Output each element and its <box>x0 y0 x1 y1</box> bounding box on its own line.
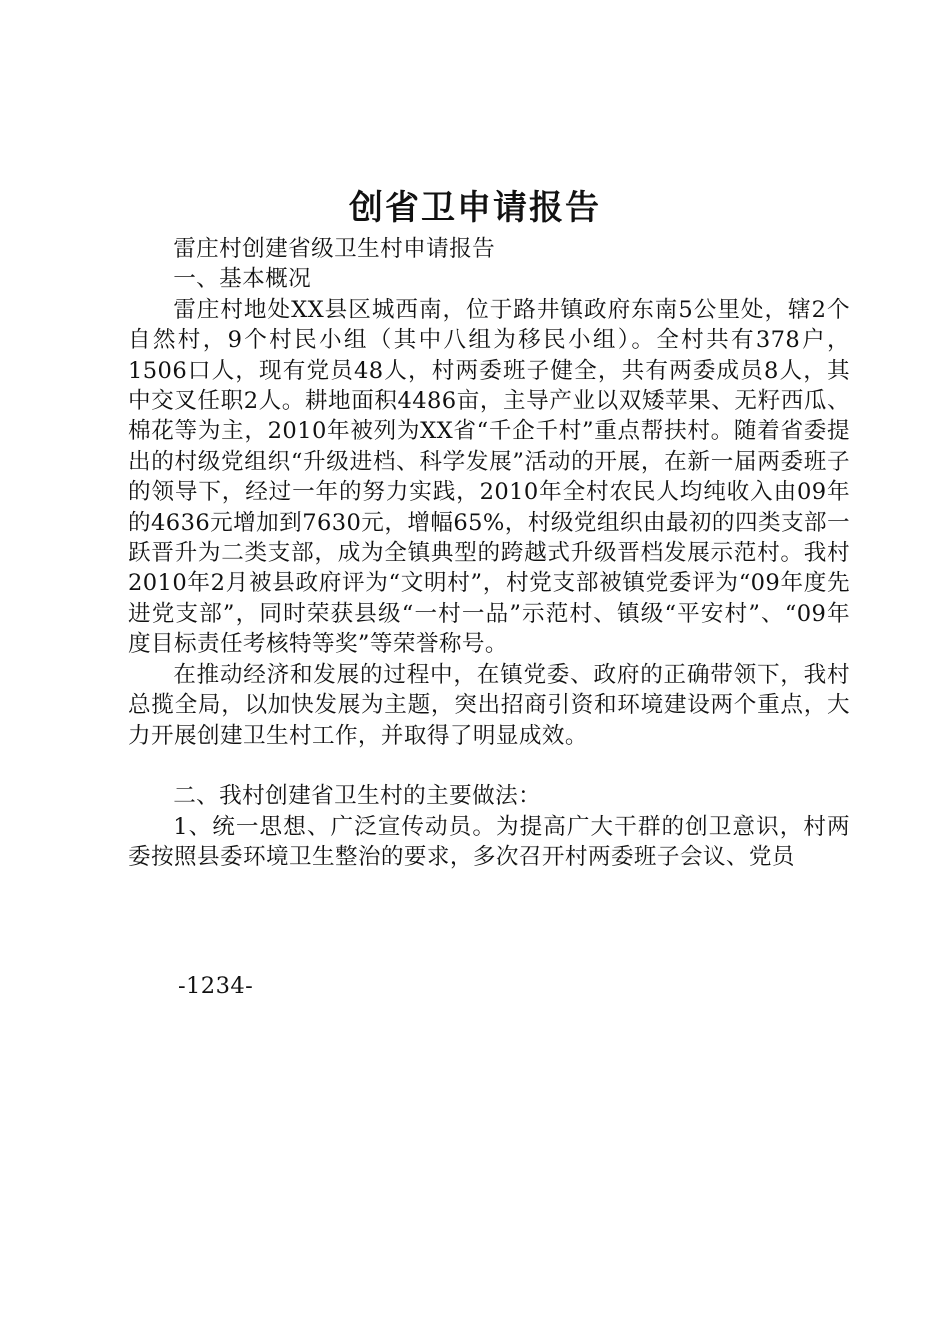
section-heading-methods: 二、我村创建省卫生村的主要做法： <box>173 783 542 810</box>
page-number: -1234- <box>178 973 254 999</box>
section-heading-overview: 一、基本概况 <box>173 266 312 293</box>
overview-paragraph: 雷庄村地处XX县区城西南，位于路井镇政府东南5公里处，辖2个自然村，9个村民小组（其中八组为移民小组）。全村共有378户，1506口人，现有党员48人，村两委班子健全，共有两委成员8人，其中交叉任职2人。耕地面积4486亩，主导产业以双矮苹果、无籽西瓜、棉花等为主，2010年被列为XX省“千企千村”重点帮扶村。随着省委提出的村级党组织“升级进档、科学发展”活动的开展，在新一届两委班子的领导下，经过一年的努力实践，2010年全村农民人均纯收入由09年的4636元增加到7630元，增幅65%，村级党组织由最初的四类支部一跃晋升为二类支部，成为全镇典型的跨越式升级晋档发展示范村。我村2010年2月被县政府评为“文明村”，村党支部被镇党委评为“09年度先进党支部”，同时荣获县级“一村一品”示范村、镇级“平安村”、“09年度目标责任考核特等奖”等荣誉称号。 <box>128 296 850 658</box>
methods-paragraph-1: 1、统一思想、广泛宣传动员。为提高广大干群的创卫意识，村两委按照县委环境卫生整治的要求，多次召开村两委班子会议、党员 <box>128 813 850 871</box>
document-title: 创省卫申请报告 <box>349 188 601 228</box>
document-body <box>128 234 850 873</box>
report-subtitle: 雷庄村创建省级卫生村申请报告 <box>173 236 496 262</box>
achievement-paragraph: 在推动经济和发展的过程中，在镇党委、政府的正确带领下，我村总揽全局，以加快发展为主题，突出招商引资和环境建设两个重点，大力开展创建卫生村工作，并取得了明显成效。 <box>128 661 850 749</box>
